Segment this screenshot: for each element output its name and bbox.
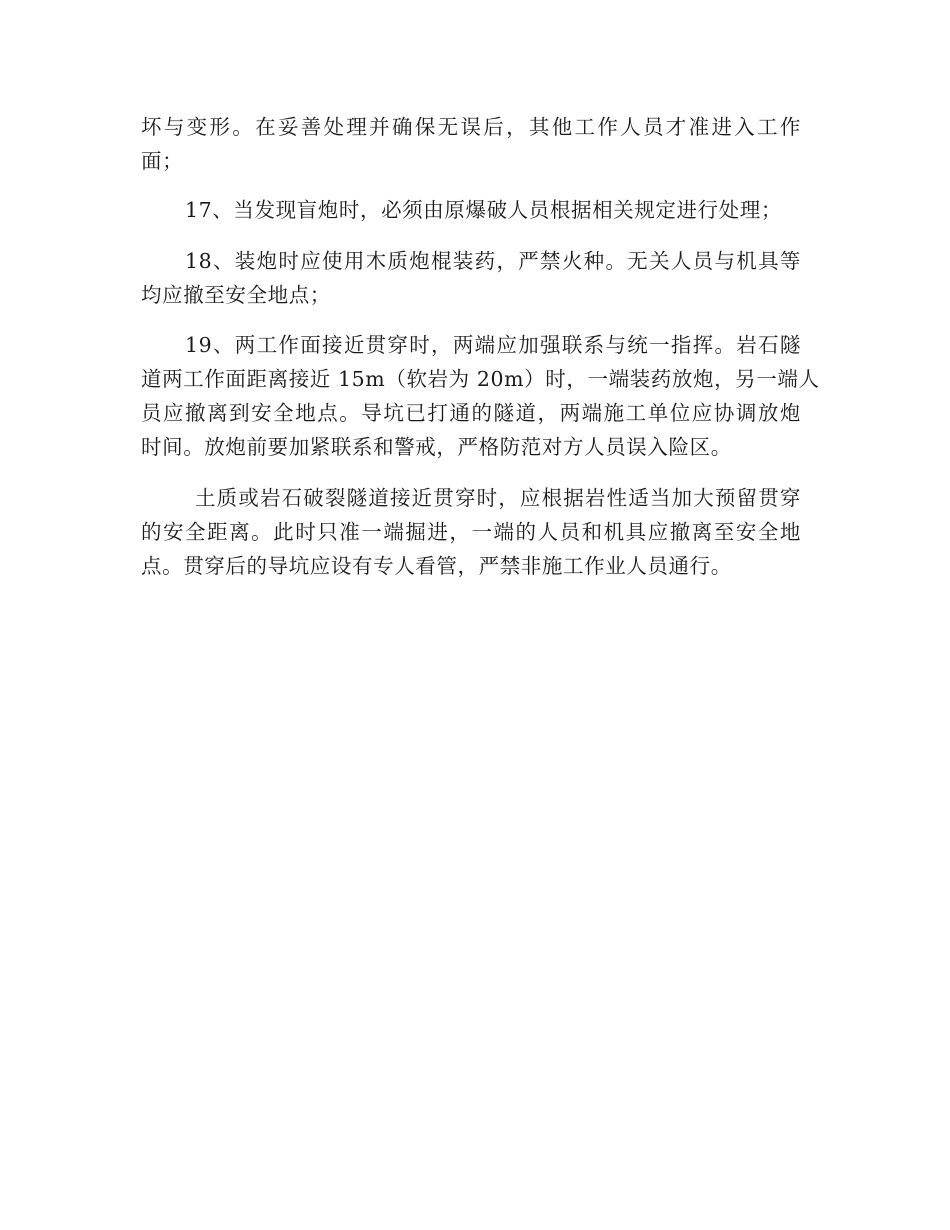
paragraph-item-17 [141,193,801,227]
text-line: 点。贯穿后的导坑应设有专人看管，严禁非施工作业人员通行。 [141,554,732,578]
text-line: 坏与变形。在妥善处理并确保无误后，其他工作人员才准进入工作 [141,115,801,139]
text-line: 19、两工作面接近贯穿时，两端应加强联系与统一指挥。岩石隧 [185,333,801,357]
text-line: 员应撤离到安全地点。导坑已打通的隧道，两端施工单位应协调放炮 [141,401,801,425]
paragraph-continuation [141,110,801,178]
text-line: 时间。放炮前要加紧联系和警戒，严格防范对方人员误入险区。 [141,435,732,459]
text-line: 均应撤至安全地点； [141,283,331,307]
document-page [141,110,820,583]
paragraph-item-19 [141,328,820,464]
text-line: 土质或岩石破裂隧道接近贯穿时，应根据岩性适当加大预留贯穿 [195,486,801,510]
text-line: 17、当发现盲炮时，必须由原爆破人员根据相关规定进行处理； [185,198,782,222]
paragraph-tunnel-breakthrough [141,481,801,583]
text-line: 的安全距离。此时只准一端掘进，一端的人员和机具应撤离至安全地 [141,520,801,544]
paragraph-item-18 [141,244,801,312]
text-line: 18、装炮时应使用木质炮棍装药，严禁火种。无关人员与机具等 [185,249,801,273]
text-line: 道两工作面距离接近 15m（软岩为 20m）时，一端装药放炮，另一端人 [141,367,820,391]
text-line: 面； [141,149,184,173]
